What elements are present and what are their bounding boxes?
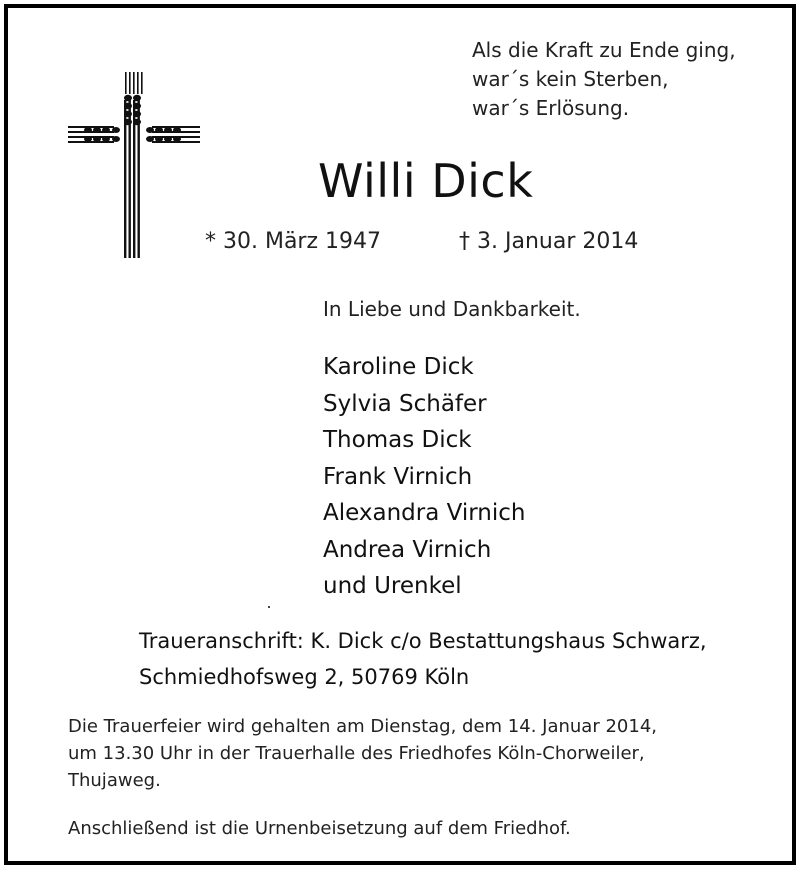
deceased-name: Willi Dick (318, 154, 534, 208)
dedication: In Liebe und Dankbarkeit. (323, 297, 581, 321)
mourner-name: und Urenkel (323, 573, 462, 599)
mourner-name: Thomas Dick (323, 427, 472, 453)
urn-burial-note: Anschließend ist die Urnenbeisetzung auf dem Friedhof. (68, 818, 571, 839)
mourner-name: Frank Virnich (323, 463, 473, 490)
service-info (68, 713, 657, 794)
mourner-name: Alexandra Virnich (323, 500, 526, 526)
wheat-cross-icon (66, 72, 206, 258)
mourning-address (139, 623, 707, 695)
motto-line: Als die Kraft zu Ende ging, (472, 38, 736, 62)
stray-dot (268, 606, 270, 608)
address-line: Schmiedhofsweg 2, 50769 Köln (139, 665, 470, 689)
mourner-name: Karoline Dick (323, 354, 474, 380)
birth-date: * 30. März 1947 (205, 229, 382, 254)
death-date: † 3. Januar 2014 (459, 229, 639, 254)
service-line: Die Trauerfeier wird gehalten am Dienstag, dem 14. Januar 2014, (68, 716, 657, 737)
mourner-name: Andrea Virnich (323, 536, 492, 563)
mourners-list (323, 349, 525, 605)
motto (472, 36, 736, 123)
motto-line: war´s kein Sterben, (472, 67, 669, 91)
mourner-name: Sylvia Schäfer (323, 390, 487, 417)
service-line: um 13.30 Uhr in der Trauerhalle des Friedhofes Köln-Chorweiler, (68, 743, 645, 764)
motto-line: war´s Erlösung. (472, 96, 630, 120)
service-line: Thujaweg. (68, 770, 161, 791)
address-line: Traueranschrift: K. Dick c/o Bestattungshaus Schwarz, (139, 629, 707, 653)
